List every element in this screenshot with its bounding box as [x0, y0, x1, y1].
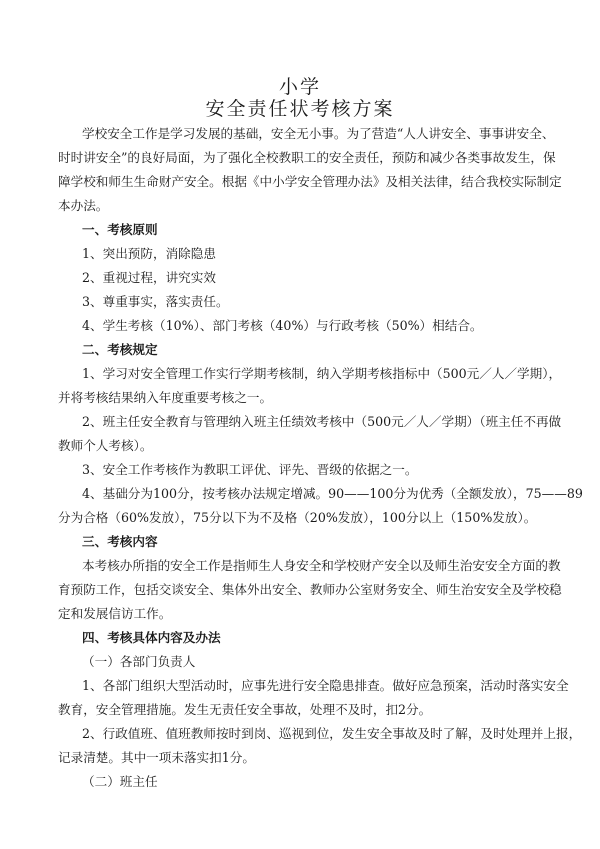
list-item: 并将考核结果纳入年度重要考核之一。 — [58, 390, 273, 405]
list-item: 4、基础分为100分，按考核办法规定增减。90——100分为优秀（全额发放），75——89 — [82, 486, 583, 501]
list-item: 3、尊重事实，落实责任。 — [82, 294, 229, 309]
list-item: 1、学习对安全管理工作实行学期考核制，纳入学期考核指标中（500元／人／学期）， — [82, 366, 562, 381]
intro-line: 本办法。 — [58, 198, 109, 213]
list-item: 3、安全工作考核作为教职工评优、评先、晋级的依据之一。 — [82, 462, 418, 477]
paragraph-line: 育预防工作，包括交谈安全、集体外出安全、教师办公室财务安全、师生治安安全及学校稳 — [58, 582, 562, 597]
sub-heading: （二）班主任 — [82, 774, 158, 789]
doc-title-line2: 安全责任状考核方案 — [205, 98, 395, 120]
list-item: 4、学生考核（10%）、部门考核（40%）与行政考核（50%）相结合。 — [82, 318, 483, 333]
list-item: 教育，安全管理措施。发生无责任安全事故，处理不及时，扣2分。 — [58, 702, 432, 717]
intro-line: 障学校和师生生命财产安全。根据《中小学安全管理办法》及相关法律，结合我校实际制定 — [58, 174, 562, 189]
section-heading: 四、考核具体内容及办法 — [82, 630, 221, 645]
paragraph-line: 定和发展信访工作。 — [58, 606, 172, 621]
section-heading: 一、考核原则 — [82, 222, 158, 237]
list-item: 2、行政值班、值班教师按时到岗、巡视到位，发生安全事故及时了解，及时处理并上报， — [82, 726, 582, 741]
paragraph-line: 本考核办所指的安全工作是指师生人身安全和学校财产安全以及师生治安安全方面的教 — [82, 558, 561, 573]
list-item: 1、突出预防，消除隐患 — [82, 246, 216, 261]
list-item: 分为合格（60%发放），75分以下为不及格（20%发放），100分以上（150%发放）。 — [58, 510, 537, 525]
section-heading: 三、考核内容 — [82, 534, 158, 549]
list-item: 1、各部门组织大型活动时，应事先进行安全隐患排查。做好应急预案，活动时落实安全 — [82, 678, 569, 693]
list-item: 2、班主任安全教育与管理纳入班主任绩效考核中（500元／人／学期）（班主任不再做 — [82, 414, 562, 429]
list-item: 2、重视过程，讲究实效 — [82, 270, 216, 285]
intro-line: 学校安全工作是学习发展的基础，安全无小事。为了营造“人人讲安全、事事讲安全、 — [82, 126, 555, 141]
intro-line: 时时讲安全”的良好局面，为了强化全校教职工的安全责任，预防和减少各类事故发生，保 — [58, 150, 556, 165]
list-item: 记录清楚。其中一项未落实扣1分。 — [58, 750, 255, 765]
sub-heading: （一）各部门负责人 — [82, 654, 196, 669]
list-item: 教师个人考核）。 — [58, 438, 153, 453]
doc-title-line1: 小学 — [278, 76, 321, 98]
section-heading: 二、考核规定 — [82, 342, 158, 357]
